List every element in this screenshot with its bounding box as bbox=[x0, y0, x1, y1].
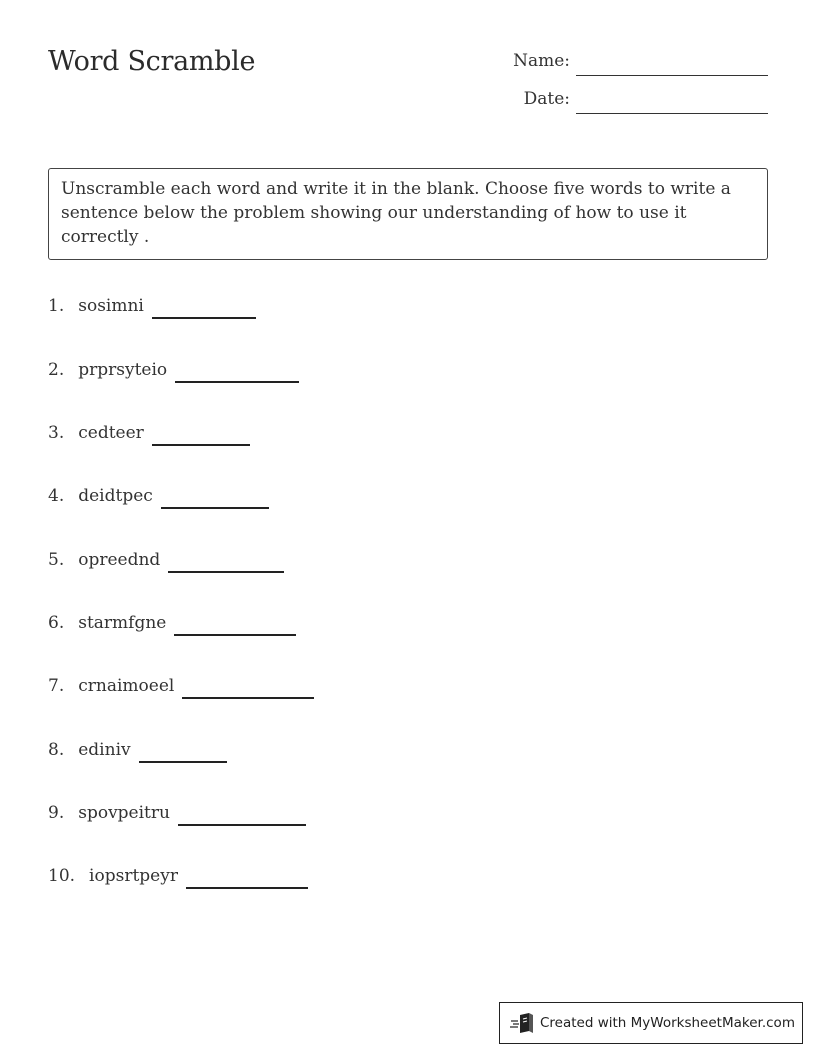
scramble-item bbox=[48, 613, 296, 643]
scramble-item bbox=[48, 486, 269, 516]
answer-blank bbox=[139, 761, 227, 763]
answer-blank bbox=[161, 507, 269, 509]
scrambled-word: crnaimoeel bbox=[78, 676, 175, 696]
item-number: 2. bbox=[48, 360, 65, 380]
scrambled-word: spovpeitru bbox=[78, 803, 170, 823]
scramble-item bbox=[48, 360, 299, 390]
name-field bbox=[513, 50, 768, 72]
date-line bbox=[576, 113, 768, 114]
scramble-item bbox=[48, 550, 284, 580]
instructions-box: Unscramble each word and write it in the blank. Choose five words to write a sentence below the problem showing our understanding of how to use it correctly . bbox=[48, 168, 768, 260]
scramble-item bbox=[48, 866, 308, 896]
scrambled-word: iopsrtpeyr bbox=[89, 866, 178, 886]
name-label: Name: bbox=[513, 51, 570, 71]
scrambled-word: sosimni bbox=[78, 296, 144, 316]
answer-blank bbox=[168, 571, 284, 573]
worksheet-title: Word Scramble bbox=[48, 46, 256, 77]
answer-blank bbox=[152, 444, 250, 446]
name-line bbox=[576, 75, 768, 76]
scrambled-word: opreednd bbox=[78, 550, 161, 570]
item-number: 7. bbox=[48, 676, 65, 696]
scramble-item bbox=[48, 803, 306, 833]
item-number: 10. bbox=[48, 866, 76, 886]
footer-badge bbox=[499, 1002, 803, 1044]
scramble-item bbox=[48, 740, 227, 770]
scramble-item bbox=[48, 423, 250, 453]
scrambled-word: prprsyteio bbox=[78, 360, 168, 380]
scrambled-word: starmfgne bbox=[78, 613, 167, 633]
item-number: 1. bbox=[48, 296, 65, 316]
footer-text: Created with MyWorksheetMaker.com bbox=[540, 1015, 795, 1031]
item-number: 8. bbox=[48, 740, 65, 760]
item-number: 4. bbox=[48, 486, 65, 506]
date-label: Date: bbox=[523, 89, 570, 109]
scrambled-word: deidtpec bbox=[78, 486, 153, 506]
date-field bbox=[524, 88, 768, 110]
answer-blank bbox=[175, 381, 299, 383]
scrambled-word: cedteer bbox=[78, 423, 144, 443]
item-number: 5. bbox=[48, 550, 65, 570]
scramble-item bbox=[48, 676, 314, 706]
scrambled-word: ediniv bbox=[78, 740, 131, 760]
book-icon bbox=[510, 1012, 536, 1034]
scramble-item bbox=[48, 296, 256, 326]
answer-blank bbox=[178, 824, 306, 826]
answer-blank bbox=[174, 634, 296, 636]
answer-blank bbox=[182, 697, 314, 699]
item-number: 3. bbox=[48, 423, 65, 443]
answer-blank bbox=[152, 317, 256, 319]
answer-blank bbox=[186, 887, 308, 889]
item-number: 6. bbox=[48, 613, 65, 633]
item-number: 9. bbox=[48, 803, 65, 823]
